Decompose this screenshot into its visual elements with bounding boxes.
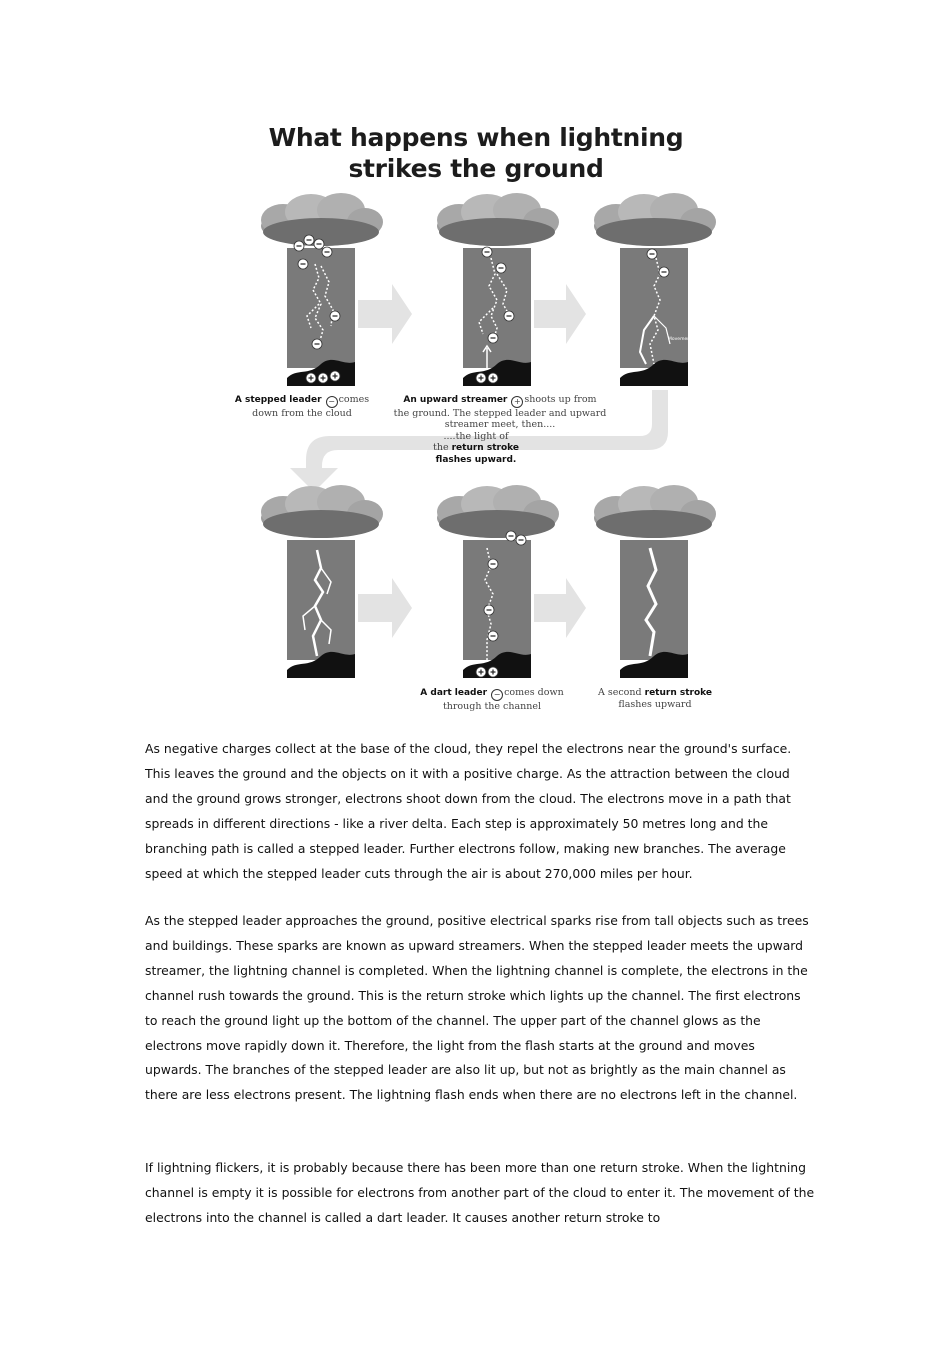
panel-stepped-leader — [261, 193, 383, 386]
caption-dart-leader: A dart leader − comes down through the channel — [420, 687, 564, 712]
caption-upward-streamer: An upward streamer + shoots up from the ground. The stepped leader and upward streamer meet, then.... — [393, 394, 607, 430]
figure-title-line2: strikes the ground — [348, 154, 604, 183]
panel-upward-streamer — [437, 193, 559, 386]
negative-charge-icon: − — [491, 689, 503, 701]
panel-return-stroke — [261, 485, 383, 678]
figure-title-line1: What happens when lightning — [268, 123, 684, 152]
body-paragraph-2: As the stepped leader approaches the ground, positive electrical sparks rise from tall objects such as trees and buildings. These sparks are known as upward streamers. When the stepped leader meets the upward streamer, the lightning channel is completed. When the lightning channel is complete, the electrons in the channel rush towards the ground. This is the return stroke which lights up the channel. The first electrons to reach the ground light up the bottom of the channel. The upper part of the channel glows as the electrons move rapidly down it. Therefore, the light from the flash starts at the ground and moves upwards. The branches of the stepped leader are also lit up, but not as brightly as the main channel as there are less electrons present. The lightning flash ends when there are no electrons left in the channel. — [145, 913, 809, 1103]
arrow-5-to-6 — [534, 578, 586, 638]
movement-of-electrons-label: Movement of electrons — [668, 337, 720, 342]
body-paragraph-1: As negative charges collect at the base of the cloud, they repel the electrons near the ground's surface. This leaves the ground and the objects on it with a positive charge. As the attraction between the cloud and the ground grows stronger, electrons shoot down from the cloud. The electrons move in a path that spreads in different directions - like a river delta. Each step is approximately 50 metres long and the branching path is called a stepped leader. Further electrons follow, making new branches. The average speed at which the stepped leader cuts through the air is about 270,000 miles per hour. — [145, 741, 792, 881]
arrow-2-to-3 — [534, 284, 586, 344]
panel-second-return-stroke — [594, 485, 716, 678]
caption-second-return-stroke: A second return stroke flashes upward — [597, 687, 712, 710]
caption-return-stroke: ....the light of the return stroke flashes upward. — [433, 431, 519, 465]
body-paragraph-3: If lightning flickers, it is probably because there has been more than one return stroke. When the lightning channel is empty it is possible for electrons from another part of the cloud to enter it. The movement of the electrons into the channel is called a dart leader. It causes another return stroke to — [145, 1160, 815, 1225]
caption-stepped-leader: A stepped leader − comes down from the cloud — [234, 394, 370, 419]
arrow-4-to-5 — [358, 578, 412, 638]
panel-dart-leader — [437, 485, 559, 678]
positive-charge-icon: + — [511, 396, 523, 408]
panel-movement-of-electrons — [594, 193, 720, 386]
arrow-1-to-2 — [358, 284, 412, 344]
negative-charge-icon: − — [326, 396, 338, 408]
